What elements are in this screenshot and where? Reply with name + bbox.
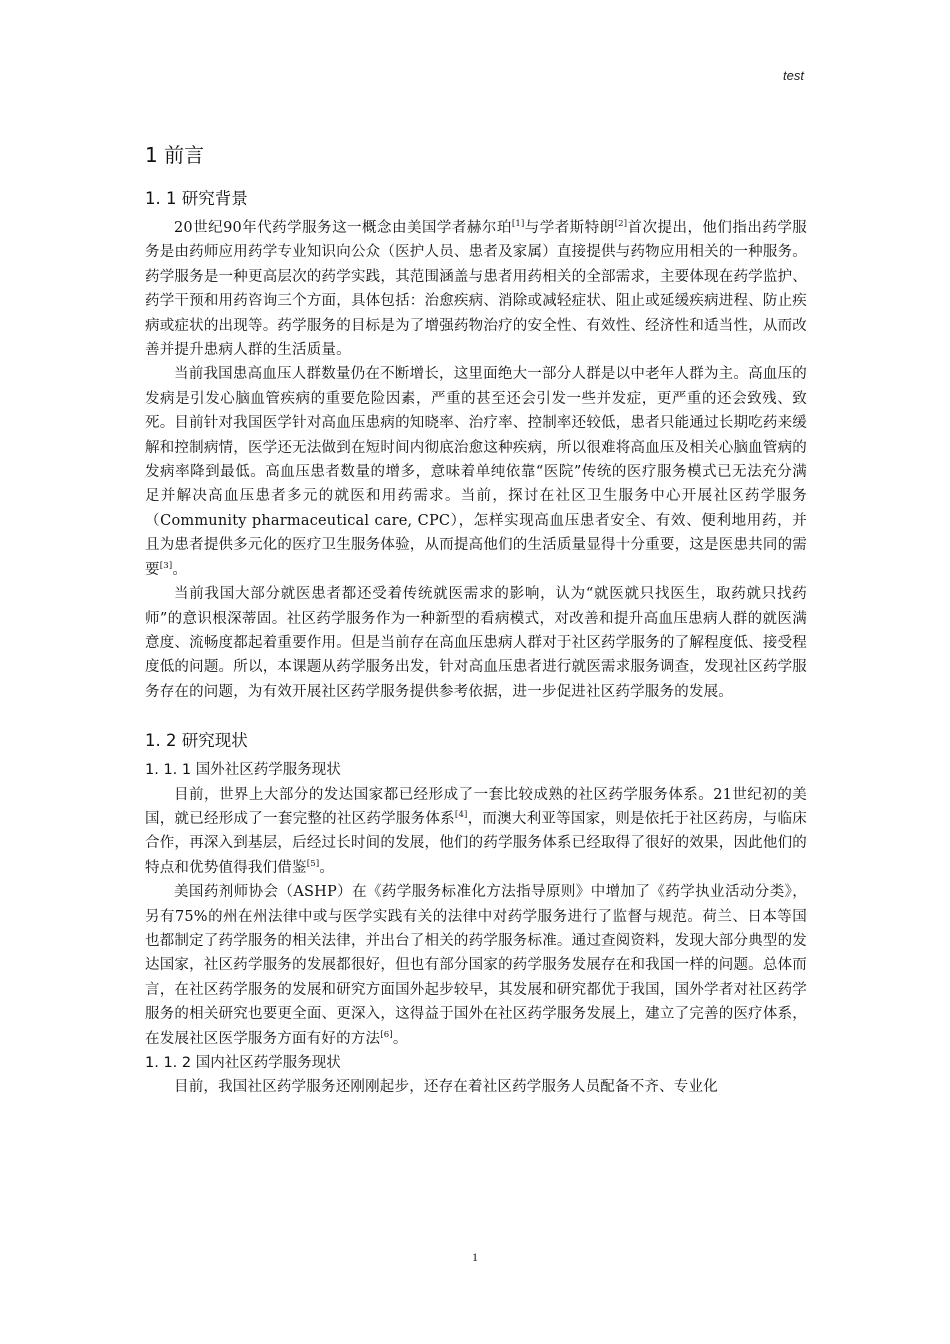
section-heading-1-1-1: 1. 1. 1 国外社区药学服务现状: [145, 762, 341, 779]
citation-ref[interactable]: [4]: [454, 810, 468, 821]
citation-ref[interactable]: [5]: [306, 858, 320, 869]
paragraph-text: 美国药剂师协会（ASHP）在《药学服务标准化方法指导原则》中增加了《药学执业活动分类》，另有75%的州在州法律中或与医学实践有关的法律中对药学服务进行了监督与规范。荷兰、日本等国也都制定了药学服务的相关法律，并出台了相关的药学服务标准。通过查阅资料，发现大部分典型的发达国家，社区药学服务的发展都很好，但也有部分国家的药学服务发展存在和我国一样的问题。总体而言，在社区药学服务的发展和研究方面国外起步较早，其发展和研究都优于我国，国外学者对社区药学服务的相关研究也要更全面、更深入，这得益于国外在社区药学服务发展上，建立了完善的医疗体系，在发展社区医学服务方面有好的方法: [145, 884, 807, 1047]
page-body: [145, 140, 807, 1100]
paragraph-text: 。: [172, 561, 188, 578]
running-header: test: [783, 68, 804, 83]
paragraph-text: ，而澳大利亚等国家，则是依托于社区药房，与临床合作，再深入到基层，后经过长时间的发展，他们的药学服务体系已经取得了很好的效果，因此他们的特点和优势值得我们借鉴: [145, 810, 807, 876]
citation-ref[interactable]: [1]: [511, 219, 525, 230]
citation-ref[interactable]: [3]: [159, 560, 173, 571]
paragraph-foreign-2: [145, 880, 807, 1051]
paragraph-text: 。: [392, 1030, 408, 1047]
citation-ref[interactable]: [6]: [380, 1029, 393, 1040]
paragraph-background-3: 当前我国大部分就医患者都还受着传统就医需求的影响，认为“就医就只找医生，取药就只找药师”的意识根深蒂固。社区药学服务作为一种新型的看病模式，对改善和提升高血压患病人群的就医满意度、流畅度都起着重要作用。但是当前存在高血压患病人群对于社区药学服务的了解程度低、接受程度低的问题。所以，本课题从药学服务出发，针对高血压患者进行就医需求服务调查，发现社区药学服务存在的问题，为有效开展社区药学服务提供参考依据，进一步促进社区药学服务的发展。: [145, 586, 807, 700]
section-heading-1-1-2: 1. 1. 2 国内社区药学服务现状: [145, 1055, 341, 1071]
paragraph-text: 目前，世界上大部分的发达国家都已经形成了一套比较成熟的社区药学服务体系。21世纪初的美国，就已经形成了一套完整的社区药学服务体系: [145, 786, 807, 827]
paragraph-text: 首次提出，他们指出药学服务是由药师应用药学专业知识向公众（医护人员、患者及家属）直接提供与药物应用相关的一种服务。药学服务是一种更高层次的药学实践，其范围涵盖与患者用药相关的全部需求，主要体现在药学监护、药学干预和用药咨询三个方面，具体包括：治愈疾病、消除或减轻症状、阻止或延缓疾病进程、防止疾病或症状的出现等。药学服务的目标是为了增强药物治疗的安全性、有效性、经济性和适当性，从而改善并提升患病人群的生活质量。: [145, 220, 808, 359]
section-heading-1-2: 1. 2 研究现状: [145, 731, 248, 751]
paragraph-text: 。: [319, 859, 335, 876]
paragraph-text: 当前我国患高血压人群数量仍在不断增长，这里面绝大一部分人群是以中老年人群为主。高血压的发病是引发心脑血管疾病的重要危险因素，严重的甚至还会引发一些并发症，更严重的还会致残、致死。目前针对我国医学针对高血压患病的知晓率、治疗率、控制率还较低，患者只能通过长期吃药来缓解和控制病情，医学还无法做到在短时间内彻底治愈这种疾病，所以很难将高血压及相关心脑血管病的发病率降到最低。高血压患者数量的增多，意味着单纯依靠“医院”传统的医疗服务模式已无法充分满足并解决高血压患者多元的就医和用药需求。当前，探讨在社区卫生服务中心开展社区药学服务（Community pharmaceutical care, CPC），怎样实现高血压患者安全、有效、便利地用药，并且为患者提供多元化的医疗卫生服务体验，从而提高他们的生活质量显得十分重要，这是医患共同的需要: [145, 366, 807, 578]
section-heading-1-1: 1. 1 研究背景: [145, 189, 248, 208]
section-heading-1: 1 前言: [145, 143, 205, 167]
paragraph-domestic-1: 目前，我国社区药学服务还刚刚起步，还存在着社区药学服务人员配备不齐、专业化: [174, 1079, 718, 1096]
paragraph-text: 20世纪90年代药学服务这一概念由美国学者赫尔珀: [174, 220, 512, 236]
paragraph-background-1: [145, 216, 807, 362]
page-number: 1: [472, 1250, 478, 1264]
paragraph-background-2: [145, 362, 807, 582]
citation-ref[interactable]: [2]: [614, 219, 628, 230]
paragraph-text: 与学者斯特朗: [524, 220, 615, 236]
paragraph-foreign-1: [145, 783, 807, 881]
